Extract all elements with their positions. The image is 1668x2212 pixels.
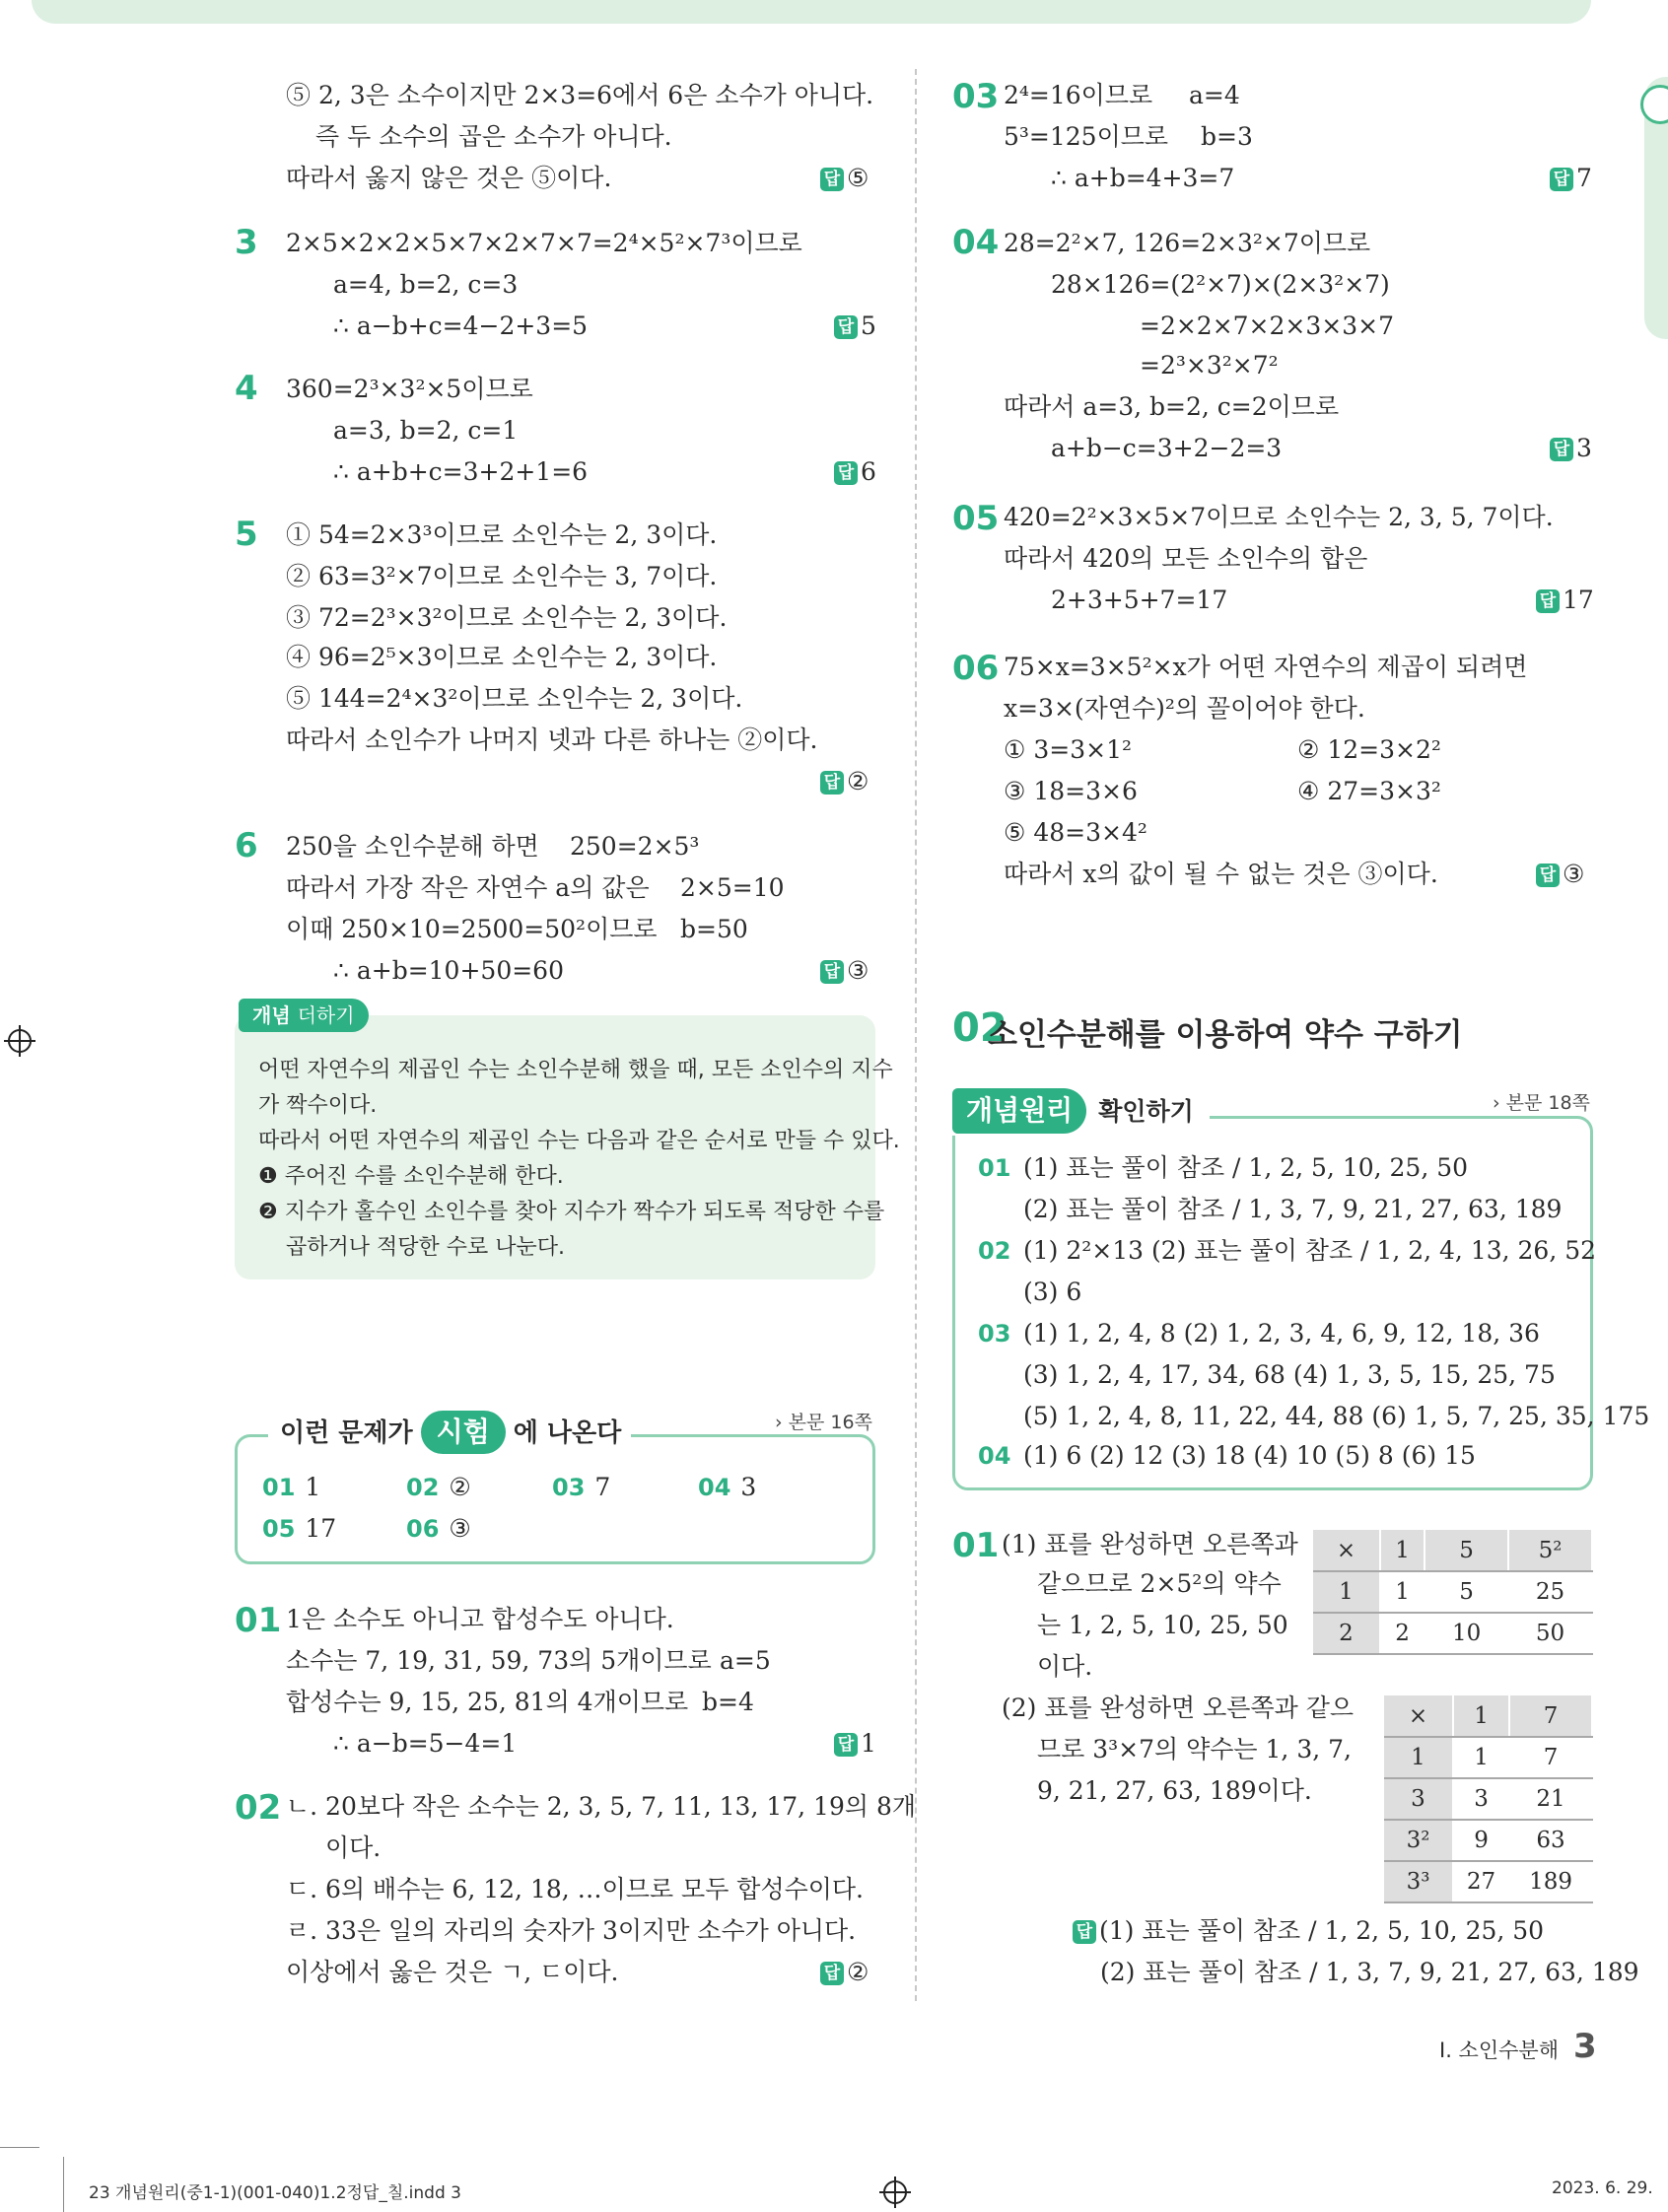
q03-line: 5³=125이므로 — [1004, 122, 1169, 151]
answer-badge-icon: 답 — [820, 960, 844, 984]
q05-line: 420=2²×3×5×7이므로 소인수는 2, 3, 5, 7이다. — [1004, 503, 1554, 531]
answer-badge-icon: 답 — [820, 771, 844, 795]
q06-line: x=3×(자연수)²의 꼴이어야 한다. — [1004, 694, 1365, 723]
p6-line: 250=2×5³ — [570, 832, 700, 861]
footer-filename: 23 개념원리(중1-1)(001-040)1.2정답_칠.indd 3 — [89, 2183, 461, 2203]
p4-answer: 답 6 — [834, 457, 876, 487]
q01-line: 소수는 7, 19, 31, 59, 73의 5개이므로 — [286, 1646, 712, 1675]
p5-number: 5 — [235, 515, 258, 554]
check-row: (2) 표는 풀이 참조 / 1, 3, 7, 9, 21, 27, 63, 189 — [1022, 1195, 1563, 1223]
p2-line: ⑤ 2, 3은 소수이지만 2×3=6에서 6은 소수가 아니다. — [286, 81, 874, 109]
p4-line: ∴ a+b+c=3+2+1=6 — [333, 457, 589, 486]
registration-mark-icon — [4, 1025, 35, 1057]
p6-line: 따라서 가장 작은 자연수 a의 값은 — [286, 873, 650, 902]
q04-number: 04 — [952, 223, 1000, 262]
check-page-ref: › 본문 18쪽 — [1493, 1092, 1590, 1114]
answer-badge-icon: 답 — [820, 168, 844, 191]
p5-line: ② 63=3²×7이므로 소인수는 3, 7이다. — [286, 562, 718, 590]
q04-line: =2×2×7×2×3×3×7 — [1140, 311, 1394, 340]
answer-badge-icon: 답 — [834, 461, 858, 485]
q01b-line: 는 1, 2, 5, 10, 25, 50 — [1037, 1611, 1288, 1639]
concept-line: ❶ 주어진 수를 소인수분해 한다. — [258, 1164, 564, 1189]
q01-line: a=5 — [720, 1646, 771, 1675]
concept-line: ❷ 지수가 홀수인 소인수를 찾아 지수가 짝수가 되도록 적당한 수를 — [258, 1200, 885, 1224]
p6-answer: 답 ③ — [820, 956, 869, 986]
q02-answer: 답 ② — [820, 1958, 869, 1987]
concept-note-tag: 개념 더하기 — [239, 999, 369, 1032]
q03-line: a=4 — [1189, 81, 1240, 109]
exam-section-title: 이런 문제가 시험 에 나온다 — [268, 1406, 631, 1461]
p6-line: 250을 소인수분해 하면 — [286, 832, 539, 861]
p6-line: 이때 250×10=2500=50²이므로 — [286, 915, 658, 943]
exam-answer-item: 03 7 — [552, 1473, 611, 1501]
p4-line: a=3, b=2, c=1 — [333, 416, 519, 445]
chevron-right-icon: › — [1493, 1092, 1500, 1114]
p3-line: a=4, b=2, c=3 — [333, 270, 519, 299]
q01-number: 01 — [235, 1601, 282, 1640]
q06-line: 75×x=3×5²×x가 어떤 자연수의 제곱이 되려면 — [1004, 653, 1528, 681]
p2-line: 따라서 옳지 않은 것은 ⑤이다. — [286, 164, 612, 192]
concept-check-title: 개념원리 확인하기 — [952, 1088, 1210, 1136]
exam-answer-item: 06 ③ — [406, 1514, 471, 1543]
q04-line: =2³×3²×7² — [1140, 351, 1279, 380]
q04-line: 28×126=(2²×7)×(2×3²×7) — [1051, 270, 1390, 299]
concept-line: 어떤 자연수의 제곱인 수는 소인수분해 했을 때, 모든 소인수의 지수 — [258, 1058, 893, 1082]
q04-line: 따라서 a=3, b=2, c=2이므로 — [1004, 392, 1340, 421]
q05-line: 따라서 420의 모든 소인수의 합은 — [1004, 544, 1368, 573]
concept-line: 따라서 어떤 자연수의 제곱인 수는 다음과 같은 순서로 만들 수 있다. — [258, 1129, 900, 1153]
q06-line: 따라서 x의 값이 될 수 없는 것은 ③이다. — [1004, 860, 1438, 888]
exam-page-ref: › 본문 16쪽 — [775, 1412, 872, 1433]
p5-line: ④ 96=2⁵×3이므로 소인수는 2, 3이다. — [286, 643, 718, 671]
footer-rule — [0, 2147, 39, 2148]
q01b-line: 이다. — [1037, 1652, 1093, 1681]
q01-line: ∴ a−b=5−4=1 — [333, 1729, 518, 1758]
q01-answer: 답 1 — [834, 1729, 876, 1759]
p3-answer: 답 5 — [834, 311, 876, 341]
p6-line: 2×5=10 — [680, 873, 785, 902]
q06-option: ② 12=3×2² — [1297, 735, 1441, 764]
q02-number: 02 — [235, 1788, 282, 1828]
q02-line: 이다. — [325, 1833, 382, 1862]
answer-badge-icon: 답 — [1550, 168, 1573, 191]
q01b-answer: 답 (1) 표는 풀이 참조 / 1, 2, 5, 10, 25, 50 — [1073, 1916, 1544, 1946]
check-row: (5) 1, 2, 4, 8, 11, 22, 44, 88 (6) 1, 5, 7, 25, 35, 175 — [1022, 1402, 1650, 1430]
exam-answer-item: 01 1 — [262, 1473, 321, 1501]
q02-line: ㄴ. 20보다 작은 소수는 2, 3, 5, 7, 11, 13, 17, 19의 8개 — [286, 1792, 917, 1821]
answer-badge-icon: 답 — [1536, 589, 1560, 613]
concept-line: 가 짝수이다. — [258, 1093, 378, 1118]
p4-line: 360=2³×3²×5이므로 — [286, 375, 533, 403]
footer-rule — [63, 2157, 64, 2212]
p3-line: ∴ a−b+c=4−2+3=5 — [333, 311, 589, 340]
check-row: 02 (1) 2²×13 (2) 표는 풀이 참조 / 1, 2, 4, 13, 26, 52 — [978, 1236, 1597, 1265]
q03-line: 2⁴=16이므로 — [1004, 81, 1153, 109]
footer-date: 2023. 6. 29. — [1552, 2178, 1653, 2198]
q03-line: b=3 — [1201, 122, 1253, 151]
q05-line: 2+3+5+7=17 — [1051, 586, 1228, 614]
q05-answer: 답 17 — [1536, 586, 1594, 615]
q05-number: 05 — [952, 499, 1000, 538]
q06-option: ④ 27=3×3² — [1297, 777, 1441, 805]
q06-answer: 답 ③ — [1536, 860, 1584, 889]
q01b-answer-line: (2) 표는 풀이 참조 / 1, 3, 7, 9, 21, 27, 63, 189 — [1100, 1958, 1639, 1986]
q03-number: 03 — [952, 77, 1000, 116]
q01-line: b=4 — [702, 1688, 754, 1716]
column-divider — [915, 69, 917, 2001]
p5-line: ⑤ 144=2⁴×3²이므로 소인수는 2, 3이다. — [286, 684, 743, 713]
q01b-line: (1) 표를 완성하면 오른쪽과 — [1002, 1530, 1298, 1558]
q06-option: ③ 18=3×6 — [1004, 777, 1138, 805]
divisor-table-1: × 1 5 5² 1 1 5 25 2 2 10 50 — [1313, 1530, 1593, 1655]
top-bar — [32, 0, 1591, 24]
q06-option: ① 3=3×1² — [1004, 735, 1132, 764]
q01b-line: 같으므로 2×5²의 약수 — [1037, 1569, 1282, 1598]
q02-line: 이상에서 옳은 것은 ㄱ, ㄷ이다. — [286, 1958, 619, 1986]
p5-answer: 답 ② — [820, 767, 869, 796]
section-number: 02 — [952, 1005, 1008, 1051]
answer-badge-icon: 답 — [834, 1733, 858, 1757]
q03-line: ∴ a+b=4+3=7 — [1051, 164, 1235, 192]
q01b-line: 므로 3³×7의 약수는 1, 3, 7, — [1037, 1735, 1352, 1763]
check-row: 01 (1) 표는 풀이 참조 / 1, 2, 5, 10, 25, 50 — [978, 1153, 1469, 1182]
p5-line: 따라서 소인수가 나머지 넷과 다른 하나는 ②이다. — [286, 726, 818, 754]
q01-line: 1은 소수도 아니고 합성수도 아니다. — [286, 1605, 674, 1633]
q06-number: 06 — [952, 649, 1000, 688]
p2-answer: 답 ⑤ — [820, 164, 869, 193]
section-title: 소인수분해를 이용하여 약수 구하기 — [988, 1017, 1463, 1053]
concept-line: 곱하거나 적당한 수로 나눈다. — [286, 1235, 565, 1260]
answer-badge-icon: 답 — [820, 1962, 844, 1985]
q01-line: 합성수는 9, 15, 25, 81의 4개이므로 — [286, 1688, 689, 1716]
answer-badge-icon: 답 — [1550, 438, 1573, 461]
exam-answer-item: 02 ② — [406, 1473, 471, 1501]
q01b-line: (2) 표를 완성하면 오른쪽과 같으 — [1002, 1694, 1355, 1722]
p6-line: b=50 — [680, 915, 748, 943]
q06-option: ⑤ 48=3×4² — [1004, 818, 1147, 847]
check-row: 04 (1) 6 (2) 12 (3) 18 (4) 10 (5) 8 (6) 15 — [978, 1441, 1476, 1470]
q02-line: ㄹ. 33은 일의 자리의 숫자가 3이지만 소수가 아니다. — [286, 1916, 857, 1945]
check-row: (3) 6 — [1022, 1278, 1082, 1306]
registration-mark-icon — [879, 2177, 911, 2208]
check-row: (3) 1, 2, 4, 17, 34, 68 (4) 1, 3, 5, 15, 25, 75 — [1022, 1360, 1556, 1389]
divisor-table-2: × 1 7 1 1 7 3 3 21 3² 9 63 3³ 27 189 — [1384, 1695, 1593, 1903]
p6-number: 6 — [235, 826, 258, 865]
answer-badge-icon: 답 — [1073, 1920, 1096, 1944]
page-number: 3 — [1573, 2027, 1597, 2066]
q04-answer: 답 3 — [1550, 434, 1592, 463]
check-row: 03 (1) 1, 2, 4, 8 (2) 1, 2, 3, 4, 6, 9, 12, 18, 36 — [978, 1319, 1540, 1348]
p4-number: 4 — [235, 369, 258, 408]
p6-line: ∴ a+b=10+50=60 — [333, 956, 564, 985]
chevron-right-icon: › — [775, 1412, 783, 1433]
q01b-number: 01 — [952, 1526, 1000, 1565]
q03-answer: 답 7 — [1550, 164, 1592, 193]
exam-answer-item: 05 17 — [262, 1514, 337, 1543]
exam-answer-item: 04 3 — [698, 1473, 757, 1501]
p5-line: ① 54=2×3³이므로 소인수는 2, 3이다. — [286, 520, 718, 549]
answer-badge-icon: 답 — [834, 315, 858, 339]
q02-line: ㄷ. 6의 배수는 6, 12, 18, …이므로 모두 합성수이다. — [286, 1875, 864, 1903]
p3-number: 3 — [235, 223, 258, 262]
q01b-line: 9, 21, 27, 63, 189이다. — [1037, 1776, 1312, 1805]
p3-line: 2×5×2×2×5×7×2×7×7=2⁴×5²×7³이므로 — [286, 229, 802, 257]
q04-line: 28=2²×7, 126=2×3²×7이므로 — [1004, 229, 1371, 257]
chapter-label: Ⅰ. 소인수분해 — [1439, 2039, 1559, 2062]
p5-line: ③ 72=2³×3²이므로 소인수는 2, 3이다. — [286, 603, 728, 632]
p2-line: 즉 두 소수의 곱은 소수가 아니다. — [315, 122, 672, 151]
q04-line: a+b−c=3+2−2=3 — [1051, 434, 1283, 462]
answer-badge-icon: 답 — [1536, 864, 1560, 887]
